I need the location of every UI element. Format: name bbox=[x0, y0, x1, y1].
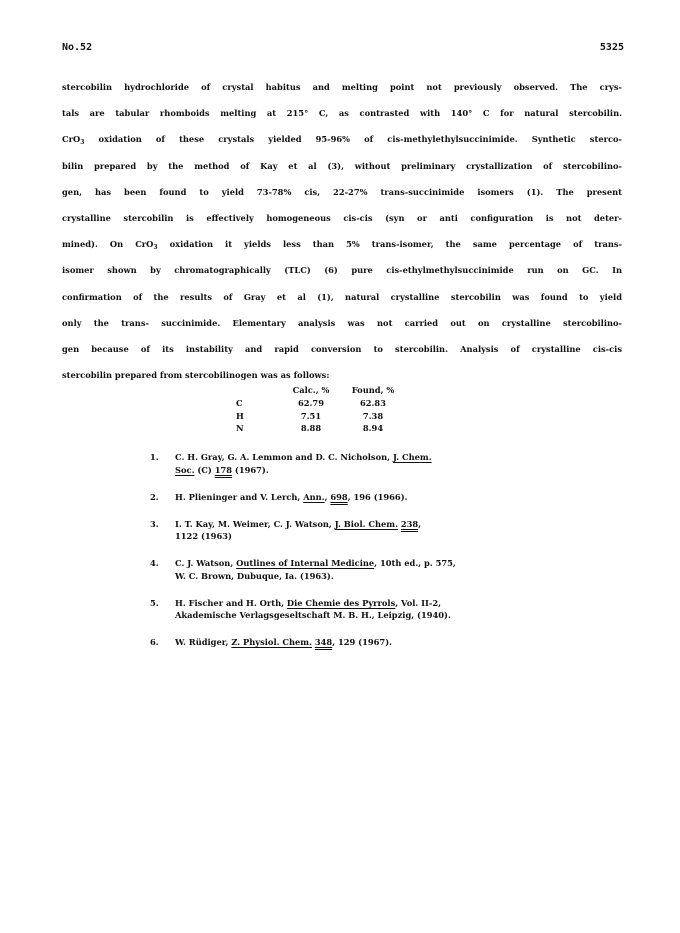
volume-number: 178 bbox=[214, 464, 233, 475]
text-run: W. C. Brown, Dubuque, Ia. (1963). bbox=[175, 570, 334, 581]
subscript: 3 bbox=[153, 244, 158, 252]
body-line: gen, has been found to yield 73-78% cis, 22-27% trans-succinimide isomers (1). The present bbox=[62, 186, 622, 197]
reference-text bbox=[175, 636, 550, 649]
calc-cell: 8.88 bbox=[300, 423, 322, 434]
text-run: CrO bbox=[62, 134, 81, 145]
journal-title: J. Biol. Chem. bbox=[334, 518, 398, 529]
text-run: mined). On CrO bbox=[62, 239, 154, 250]
reference-item bbox=[150, 636, 550, 649]
volume-number: 698 bbox=[330, 491, 348, 502]
body-line: crystalline stercobilin is effectively homogeneous cis-cis (syn or anti configuration is not deter- bbox=[62, 213, 622, 224]
body-line: confirmation of the results of Gray et al (1), natural crystalline stercobilin was found to yield bbox=[62, 291, 622, 302]
page-number: 5325 bbox=[599, 42, 624, 53]
body-line bbox=[62, 231, 622, 257]
reference-text bbox=[175, 557, 550, 582]
found-cell: 62.83 bbox=[360, 397, 386, 408]
text-run: , 129 (1967). bbox=[332, 637, 393, 647]
text-run: C. H. Gray, G. A. Lemmon and D. C. Nicholson, bbox=[175, 452, 393, 462]
body-line: tals are tabular rhomboids melting at 215° C, as contrasted with 140° C for natural stercobilin. bbox=[62, 108, 622, 119]
text-run: (C) bbox=[194, 464, 215, 475]
reference-list bbox=[150, 451, 550, 663]
journal-title: Soc. bbox=[175, 464, 195, 475]
reference-item bbox=[150, 451, 550, 476]
body-line: gen because of its instability and rapid conversion to stercobilin. Analysis of crystalline cis-cis bbox=[62, 344, 622, 355]
body-paragraph bbox=[62, 74, 622, 388]
table-header-cell bbox=[230, 384, 280, 397]
body-line: stercobilin hydrochloride of crystal habitus and melting point not previously observed. The crys- bbox=[62, 82, 622, 92]
text-run: 1122 (1963) bbox=[175, 531, 232, 541]
element-cell: H bbox=[236, 410, 244, 421]
table-header-cell: Calc., % bbox=[292, 385, 330, 395]
book-title: Outlines of Internal Medicine bbox=[236, 558, 375, 568]
table-row bbox=[230, 422, 404, 435]
journal-issue: No.52 bbox=[62, 42, 93, 53]
volume-number: 348 bbox=[314, 637, 333, 647]
reference-number: 1. bbox=[150, 452, 159, 462]
text-run: , Vol. II-2, bbox=[395, 597, 442, 608]
element-cell: C bbox=[236, 397, 243, 408]
reference-number: 2. bbox=[150, 491, 159, 502]
reference-text bbox=[175, 597, 550, 622]
text-run: , 196 (1966). bbox=[347, 491, 408, 502]
volume-number: 238 bbox=[400, 518, 419, 529]
reference-text bbox=[175, 451, 550, 476]
journal-title: Ann. bbox=[303, 491, 325, 502]
journal-title: J. Chem. bbox=[392, 452, 432, 462]
text-run: Akademische Verlagsgeseltschaft M. B. H., Leipzig, (1940). bbox=[175, 610, 451, 620]
reference-number: 3. bbox=[150, 518, 159, 529]
reference-number: 5. bbox=[150, 597, 159, 608]
text-run: , 10th ed., p. 575, bbox=[374, 558, 456, 568]
body-line: stercobilin prepared from stercobilinogen was as follows: bbox=[62, 370, 330, 381]
text-run: , bbox=[324, 491, 331, 502]
text-run: W. Rüdiger, bbox=[175, 637, 232, 647]
calc-cell: 7.51 bbox=[300, 410, 322, 421]
text-run: H. Fischer and H. Orth, bbox=[175, 597, 287, 608]
reference-item bbox=[150, 557, 550, 582]
reference-number: 6. bbox=[150, 637, 159, 647]
body-line: bilin prepared by the method of Kay et al (3), without preliminary crystallization of stercobilino- bbox=[62, 160, 622, 171]
text-run: oxidation it yields less than 5% trans-isomer, the same percentage of trans- bbox=[157, 239, 622, 250]
book-title: Die Chemie des Pyrrols bbox=[286, 597, 396, 608]
body-line bbox=[62, 126, 622, 152]
table-row bbox=[230, 397, 404, 410]
text-run: (1967). bbox=[232, 464, 269, 475]
element-cell: N bbox=[236, 423, 244, 434]
found-cell: 8.94 bbox=[362, 423, 384, 434]
reference-text bbox=[175, 491, 550, 504]
subscript: 3 bbox=[80, 139, 85, 147]
found-cell: 7.38 bbox=[362, 410, 384, 421]
text-run: C. J. Watson, bbox=[175, 558, 237, 568]
table-header-row bbox=[230, 384, 404, 397]
body-line: only the trans- succinimide. Elementary analysis was not carried out on crystalline stercobilino- bbox=[62, 317, 622, 328]
elemental-analysis-table bbox=[230, 384, 404, 435]
reference-item bbox=[150, 597, 550, 622]
body-line: isomer shown by chromatographically (TLC) (6) pure cis-ethylmethylsuccinimide run on GC. In bbox=[62, 265, 622, 276]
journal-title: Z. Physiol. Chem. bbox=[231, 637, 312, 647]
reference-number: 4. bbox=[150, 558, 159, 568]
reference-text bbox=[175, 518, 550, 543]
text-run: , bbox=[418, 518, 422, 529]
text-run: H. Plieninger and V. Lerch, bbox=[175, 491, 304, 502]
table-row bbox=[230, 410, 404, 423]
text-run: I. T. Kay, M. Weimer, C. J. Watson, bbox=[175, 518, 335, 529]
text-run: oxidation of these crystals yielded 95-96% of cis-methylethylsuccinimide. Synthetic sterco- bbox=[84, 134, 622, 145]
reference-item bbox=[150, 491, 550, 504]
table-header-cell: Found, % bbox=[351, 385, 395, 395]
reference-item bbox=[150, 518, 550, 543]
calc-cell: 62.79 bbox=[298, 397, 324, 408]
